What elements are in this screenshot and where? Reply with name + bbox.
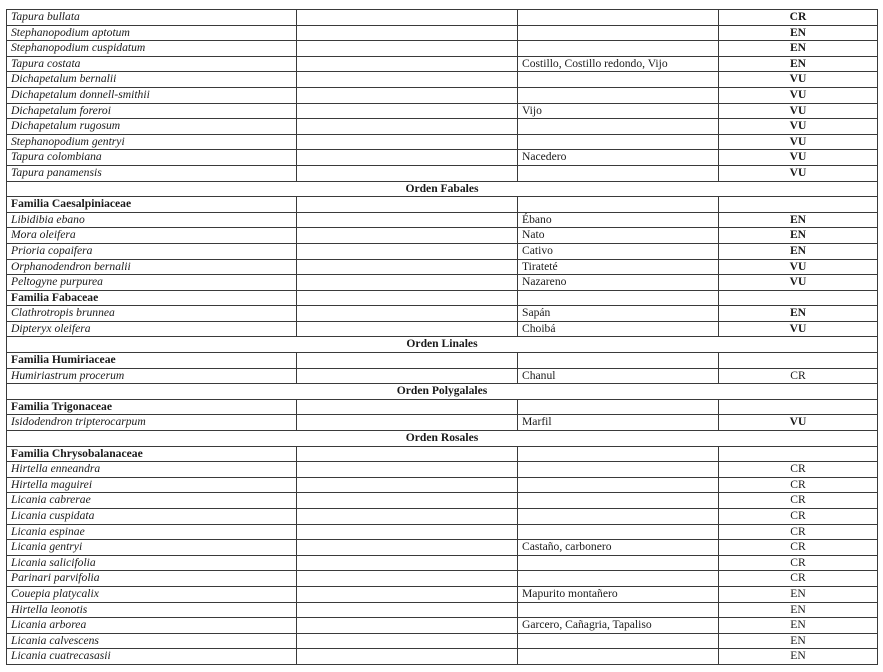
status-cell: VU xyxy=(719,259,878,275)
empty-cell xyxy=(297,509,518,525)
order-row xyxy=(7,384,878,400)
species-name-cell: Tapura panamensis xyxy=(7,165,297,181)
empty-cell xyxy=(297,540,518,556)
table-row xyxy=(7,415,878,431)
common-name-cell: Garcero, Cañagria, Tapaliso xyxy=(518,618,719,634)
table-row xyxy=(7,306,878,322)
species-name-cell: Hirtella maguirei xyxy=(7,477,297,493)
species-name-cell: Hirtella leonotis xyxy=(7,602,297,618)
order-heading: Orden Fabales xyxy=(7,181,878,197)
table-row xyxy=(7,212,878,228)
order-row xyxy=(7,337,878,353)
status-cell: EN xyxy=(719,306,878,322)
empty-cell xyxy=(297,493,518,509)
table-row xyxy=(7,462,878,478)
common-name-cell xyxy=(518,462,719,478)
species-name-cell: Mora oleifera xyxy=(7,228,297,244)
empty-cell xyxy=(297,243,518,259)
status-cell: EN xyxy=(719,243,878,259)
order-row xyxy=(7,181,878,197)
common-name-cell xyxy=(518,72,719,88)
table-row xyxy=(7,134,878,150)
species-name-cell: Stephanopodium gentryi xyxy=(7,134,297,150)
table-row xyxy=(7,165,878,181)
empty-cell xyxy=(297,259,518,275)
table-row xyxy=(7,477,878,493)
table-row xyxy=(7,571,878,587)
empty-cell xyxy=(297,555,518,571)
status-cell: CR xyxy=(719,555,878,571)
species-name-cell: Prioria copaifera xyxy=(7,243,297,259)
status-cell: CR xyxy=(719,462,878,478)
common-name-cell xyxy=(518,41,719,57)
common-name-cell xyxy=(518,509,719,525)
table-row xyxy=(7,87,878,103)
species-name-cell: Parinari parvifolia xyxy=(7,571,297,587)
empty-cell xyxy=(297,72,518,88)
status-cell: EN xyxy=(719,602,878,618)
species-name-cell: Licania gentryi xyxy=(7,540,297,556)
table-row xyxy=(7,586,878,602)
family-row xyxy=(7,290,878,306)
empty-cell xyxy=(518,353,719,369)
table-row xyxy=(7,25,878,41)
empty-cell xyxy=(297,602,518,618)
table-row xyxy=(7,524,878,540)
species-name-cell: Dichapetalum rugosum xyxy=(7,119,297,135)
status-cell: VU xyxy=(719,103,878,119)
empty-cell xyxy=(518,399,719,415)
status-cell: VU xyxy=(719,119,878,135)
order-row xyxy=(7,431,878,447)
empty-cell xyxy=(297,165,518,181)
empty-cell xyxy=(518,197,719,213)
status-cell: CR xyxy=(719,10,878,26)
empty-cell xyxy=(719,290,878,306)
family-row xyxy=(7,399,878,415)
status-cell: EN xyxy=(719,212,878,228)
table-row xyxy=(7,243,878,259)
species-name-cell: Isidodendron tripterocarpum xyxy=(7,415,297,431)
status-cell: VU xyxy=(719,87,878,103)
common-name-cell: Nacedero xyxy=(518,150,719,166)
common-name-cell: Vijo xyxy=(518,103,719,119)
table-row xyxy=(7,275,878,291)
status-cell: VU xyxy=(719,150,878,166)
table-row xyxy=(7,555,878,571)
common-name-cell: Costillo, Costillo redondo, Vijo xyxy=(518,56,719,72)
species-name-cell: Licania cabrerae xyxy=(7,493,297,509)
empty-cell xyxy=(297,212,518,228)
table-row xyxy=(7,618,878,634)
table-row xyxy=(7,509,878,525)
species-name-cell: Dichapetalum bernalii xyxy=(7,72,297,88)
table-row xyxy=(7,368,878,384)
empty-cell xyxy=(719,446,878,462)
status-cell: CR xyxy=(719,509,878,525)
table-row xyxy=(7,119,878,135)
status-cell: CR xyxy=(719,477,878,493)
species-name-cell: Clathrotropis brunnea xyxy=(7,306,297,322)
species-name-cell: Licania cuspidata xyxy=(7,509,297,525)
status-cell: CR xyxy=(719,571,878,587)
table-row xyxy=(7,10,878,26)
family-row xyxy=(7,197,878,213)
empty-cell xyxy=(297,586,518,602)
common-name-cell: Nazareno xyxy=(518,275,719,291)
empty-cell xyxy=(719,197,878,213)
common-name-cell: Ébano xyxy=(518,212,719,228)
common-name-cell xyxy=(518,649,719,665)
table-row xyxy=(7,540,878,556)
table-row xyxy=(7,150,878,166)
empty-cell xyxy=(297,353,518,369)
status-cell: VU xyxy=(719,72,878,88)
order-heading: Orden Polygalales xyxy=(7,384,878,400)
common-name-cell xyxy=(518,493,719,509)
family-heading: Familia Humiriaceae xyxy=(7,353,297,369)
empty-cell xyxy=(297,415,518,431)
common-name-cell xyxy=(518,477,719,493)
species-name-cell: Dichapetalum donnell-smithii xyxy=(7,87,297,103)
status-cell: CR xyxy=(719,540,878,556)
species-name-cell: Licania salicifolia xyxy=(7,555,297,571)
family-heading: Familia Trigonaceae xyxy=(7,399,297,415)
table-row xyxy=(7,259,878,275)
status-cell: CR xyxy=(719,493,878,509)
empty-cell xyxy=(297,368,518,384)
common-name-cell xyxy=(518,633,719,649)
species-name-cell: Dipteryx oleifera xyxy=(7,321,297,337)
common-name-cell: Chanul xyxy=(518,368,719,384)
empty-cell xyxy=(297,25,518,41)
status-cell: EN xyxy=(719,586,878,602)
species-name-cell: Licania espinae xyxy=(7,524,297,540)
common-name-cell xyxy=(518,25,719,41)
common-name-cell xyxy=(518,119,719,135)
species-name-cell: Licania calvescens xyxy=(7,633,297,649)
table-row xyxy=(7,493,878,509)
family-row xyxy=(7,446,878,462)
species-name-cell: Stephanopodium aptotum xyxy=(7,25,297,41)
species-name-cell: Orphanodendron bernalii xyxy=(7,259,297,275)
empty-cell xyxy=(297,228,518,244)
species-name-cell: Peltogyne purpurea xyxy=(7,275,297,291)
order-heading: Orden Rosales xyxy=(7,431,878,447)
table-row xyxy=(7,56,878,72)
common-name-cell: Mapurito montañero xyxy=(518,586,719,602)
status-cell: VU xyxy=(719,275,878,291)
species-name-cell: Tapura colombiana xyxy=(7,150,297,166)
family-heading: Familia Fabaceae xyxy=(7,290,297,306)
species-name-cell: Licania arborea xyxy=(7,618,297,634)
empty-cell xyxy=(297,524,518,540)
common-name-cell xyxy=(518,165,719,181)
common-name-cell: Sapán xyxy=(518,306,719,322)
common-name-cell: Marfil xyxy=(518,415,719,431)
common-name-cell xyxy=(518,87,719,103)
empty-cell xyxy=(297,477,518,493)
status-cell: VU xyxy=(719,415,878,431)
status-cell: CR xyxy=(719,368,878,384)
common-name-cell: Choibá xyxy=(518,321,719,337)
table-row xyxy=(7,41,878,57)
common-name-cell xyxy=(518,571,719,587)
table-row xyxy=(7,602,878,618)
empty-cell xyxy=(297,87,518,103)
empty-cell xyxy=(297,10,518,26)
status-cell: EN xyxy=(719,618,878,634)
table-body xyxy=(7,10,878,665)
empty-cell xyxy=(297,41,518,57)
species-name-cell: Tapura costata xyxy=(7,56,297,72)
order-heading: Orden Linales xyxy=(7,337,878,353)
status-cell: EN xyxy=(719,41,878,57)
empty-cell xyxy=(297,56,518,72)
status-cell: VU xyxy=(719,321,878,337)
species-name-cell: Licania cuatrecasasii xyxy=(7,649,297,665)
family-row xyxy=(7,353,878,369)
status-cell: EN xyxy=(719,25,878,41)
empty-cell xyxy=(518,446,719,462)
empty-cell xyxy=(297,618,518,634)
status-cell: VU xyxy=(719,134,878,150)
common-name-cell xyxy=(518,10,719,26)
empty-cell xyxy=(297,462,518,478)
empty-cell xyxy=(297,290,518,306)
common-name-cell: Castaño, carbonero xyxy=(518,540,719,556)
empty-cell xyxy=(297,649,518,665)
table-row xyxy=(7,103,878,119)
species-name-cell: Tapura bullata xyxy=(7,10,297,26)
species-name-cell: Dichapetalum foreroi xyxy=(7,103,297,119)
species-name-cell: Stephanopodium cuspidatum xyxy=(7,41,297,57)
empty-cell xyxy=(297,134,518,150)
species-name-cell: Humiriastrum procerum xyxy=(7,368,297,384)
species-name-cell: Libidibia ebano xyxy=(7,212,297,228)
table-row xyxy=(7,228,878,244)
empty-cell xyxy=(297,275,518,291)
common-name-cell xyxy=(518,555,719,571)
table-row xyxy=(7,649,878,665)
status-cell: CR xyxy=(719,524,878,540)
status-cell: EN xyxy=(719,56,878,72)
empty-cell xyxy=(297,119,518,135)
empty-cell xyxy=(719,399,878,415)
empty-cell xyxy=(297,571,518,587)
empty-cell xyxy=(297,399,518,415)
empty-cell xyxy=(297,446,518,462)
species-name-cell: Hirtella enneandra xyxy=(7,462,297,478)
common-name-cell xyxy=(518,134,719,150)
common-name-cell xyxy=(518,602,719,618)
family-heading: Familia Caesalpiniaceae xyxy=(7,197,297,213)
family-heading: Familia Chrysobalanaceae xyxy=(7,446,297,462)
common-name-cell xyxy=(518,524,719,540)
empty-cell xyxy=(297,306,518,322)
empty-cell xyxy=(719,353,878,369)
species-name-cell: Couepia platycalix xyxy=(7,586,297,602)
empty-cell xyxy=(297,321,518,337)
status-cell: EN xyxy=(719,633,878,649)
table-row xyxy=(7,321,878,337)
status-cell: VU xyxy=(719,165,878,181)
common-name-cell: Nato xyxy=(518,228,719,244)
empty-cell xyxy=(297,103,518,119)
table-row xyxy=(7,633,878,649)
common-name-cell: Cativo xyxy=(518,243,719,259)
empty-cell xyxy=(297,633,518,649)
common-name-cell: Tirateté xyxy=(518,259,719,275)
status-cell: EN xyxy=(719,228,878,244)
status-cell: EN xyxy=(719,649,878,665)
species-status-table xyxy=(6,9,878,665)
empty-cell xyxy=(518,290,719,306)
table-row xyxy=(7,72,878,88)
empty-cell xyxy=(297,197,518,213)
empty-cell xyxy=(297,150,518,166)
